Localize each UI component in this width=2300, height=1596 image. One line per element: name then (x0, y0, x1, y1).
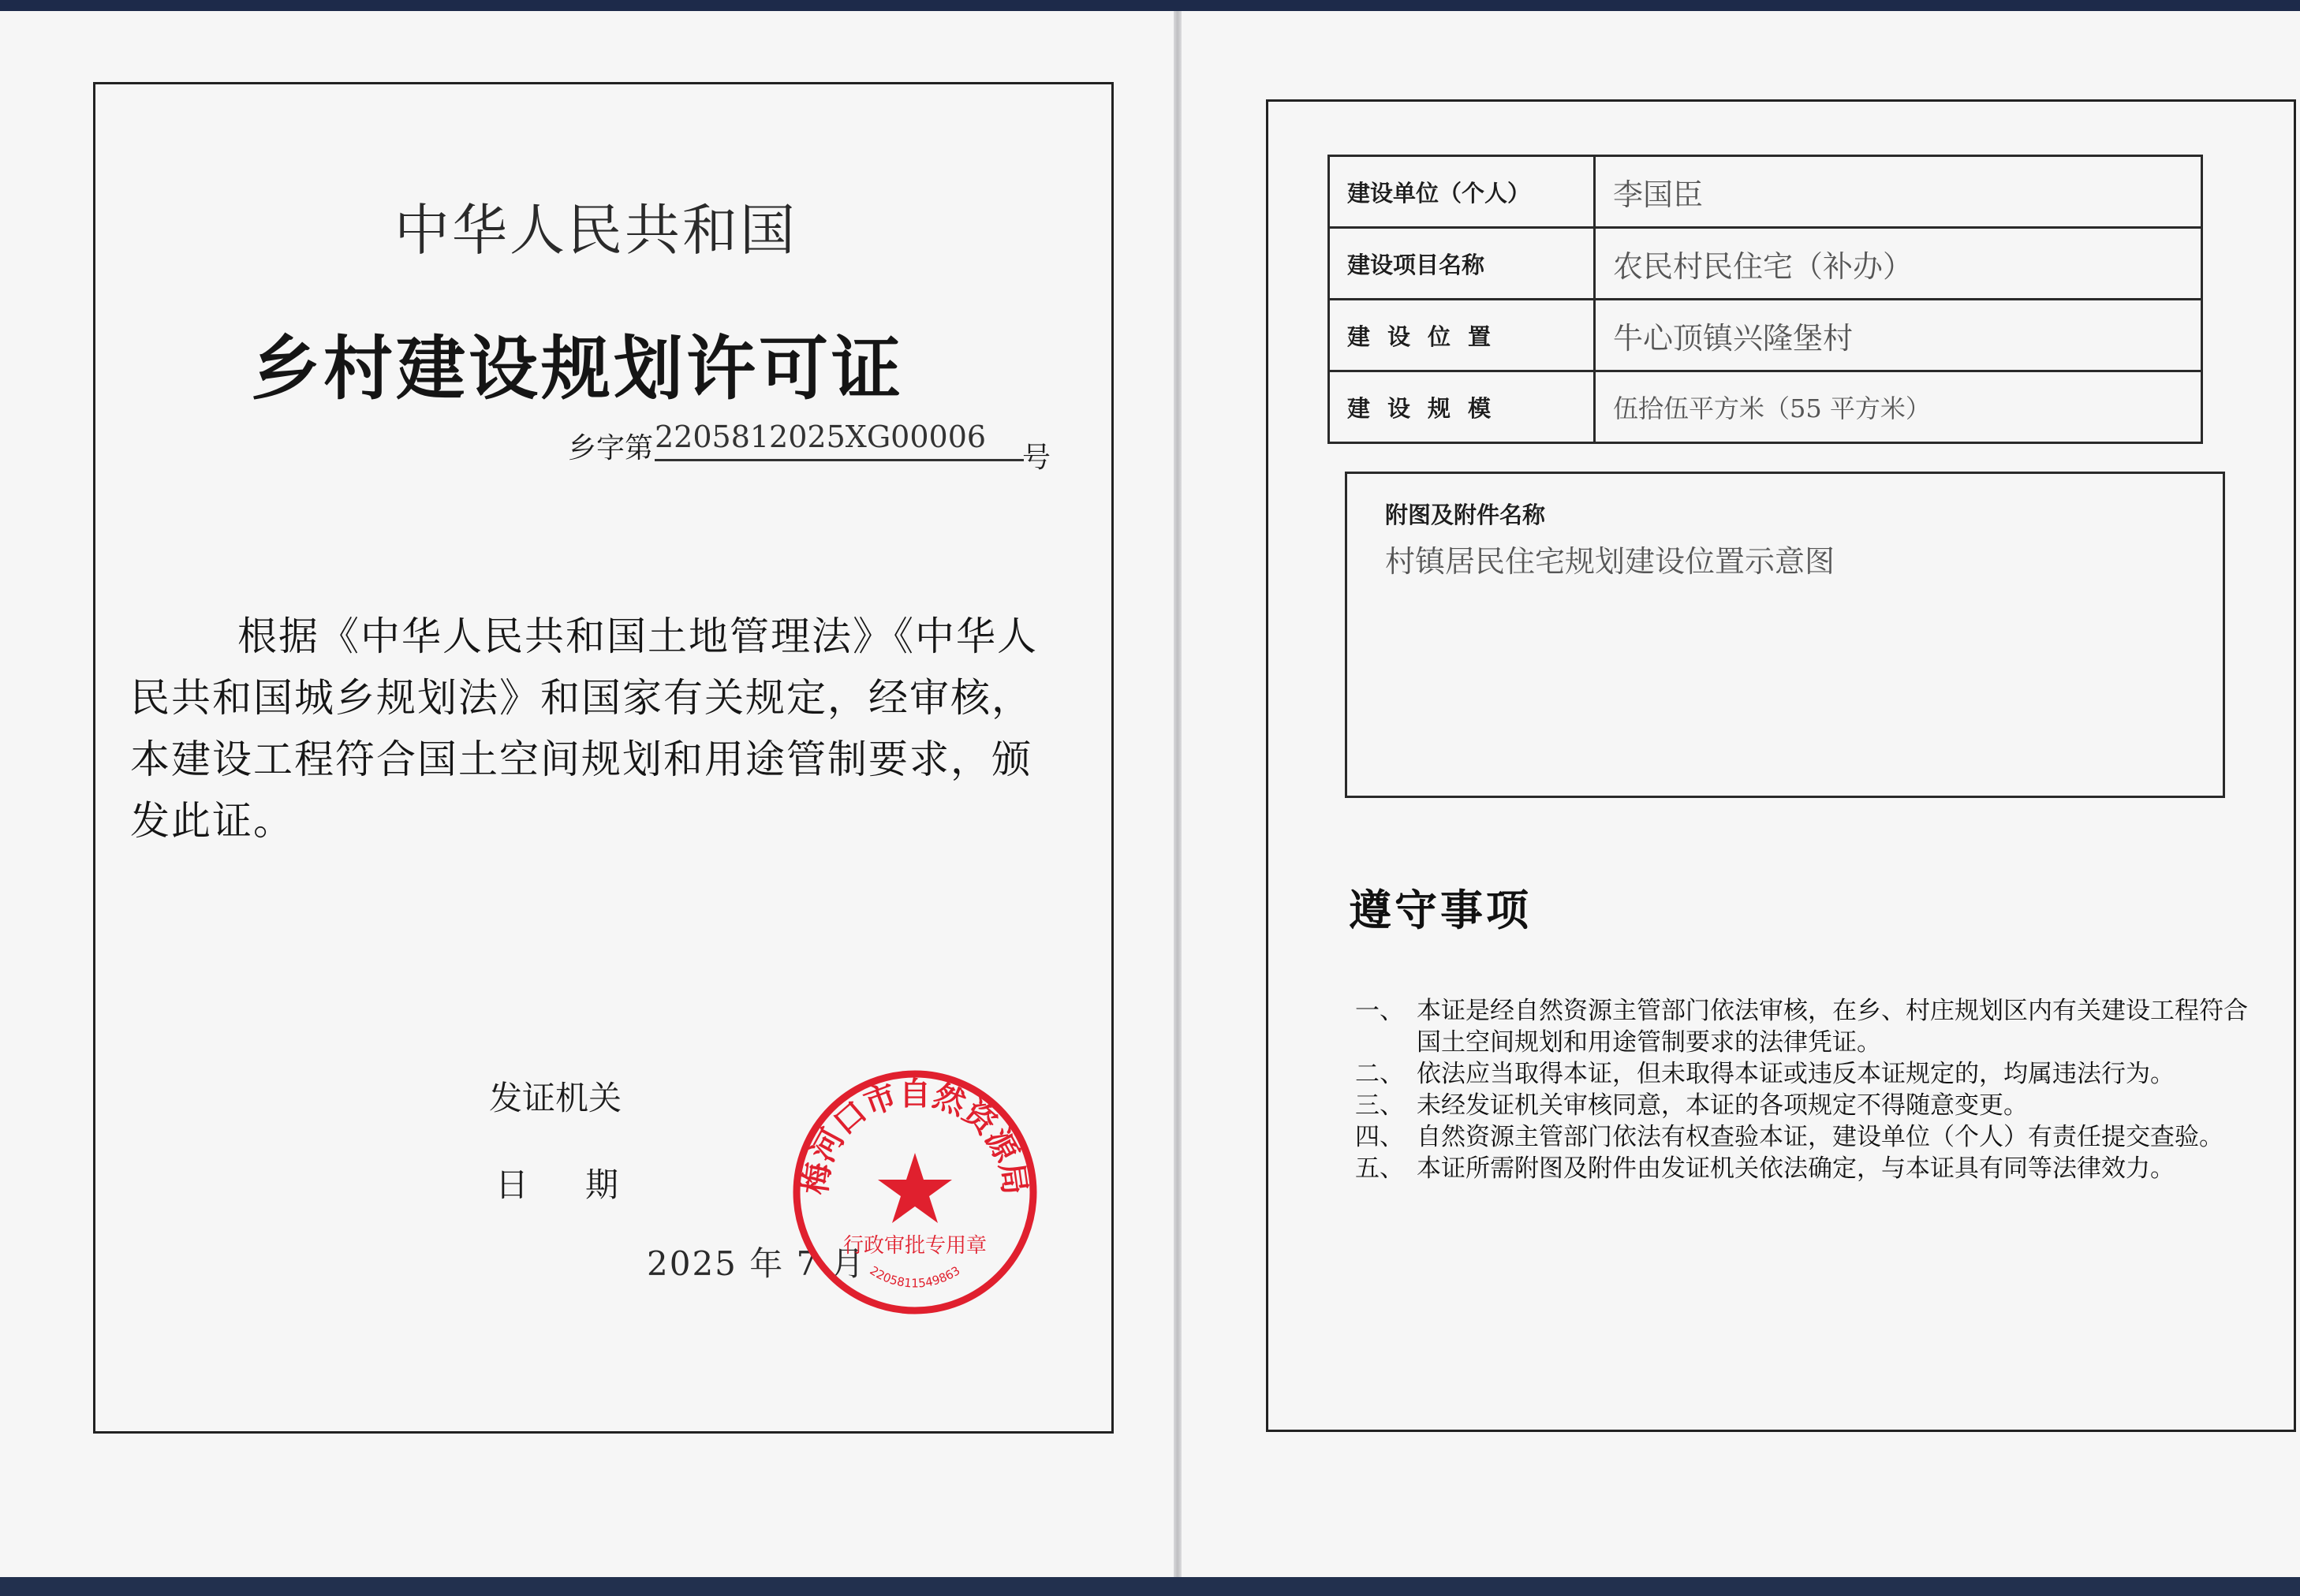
certificate-number: 2205812025XG00006 (655, 420, 1024, 461)
row-label: 建设单位（个人） (1329, 156, 1595, 228)
rule-number: 五、 (1355, 1154, 1404, 1183)
row-label: 建设项目名称 (1329, 228, 1595, 300)
table-row (1329, 300, 2202, 371)
rule-text: 依法应当取得本证，但未取得本证或违反本证规定的，均属违法行为。 (1417, 1060, 2175, 1088)
rule-text: 本证所需附图及附件由发证机关依法确定，与本证具有同等法律效力。 (1417, 1154, 2175, 1183)
list-item (1355, 1153, 2262, 1184)
row-label: 建设规模 (1329, 371, 1595, 443)
rule-number: 一、 (1355, 997, 1404, 1025)
rule-number: 二、 (1355, 1060, 1404, 1088)
official-seal (789, 1066, 1041, 1318)
scale-value: 伍拾伍平方米（55 平方米） (1595, 371, 2202, 443)
rule-number: 四、 (1355, 1123, 1404, 1151)
attachment-box (1345, 472, 2225, 798)
rules-list (1355, 995, 2262, 1184)
row-label: 建设位置 (1329, 300, 1595, 371)
table-row (1329, 371, 2202, 443)
attachment-label: 附图及附件名称 (1385, 502, 1546, 528)
project-name-value: 农民村民住宅（补办） (1595, 228, 2202, 300)
number-prefix: 乡字第 (568, 432, 654, 464)
list-item (1355, 1090, 2262, 1121)
background-strip-bottom (0, 1577, 2300, 1596)
certificate-title: 乡村建设规划许可证 (251, 327, 905, 409)
rule-text: 未经发证机关审核同意，本证的各项规定不得随意变更。 (1417, 1091, 2028, 1120)
star-icon (878, 1153, 952, 1223)
page-fold (1174, 11, 1182, 1577)
table-row (1329, 228, 2202, 300)
seal-outer-text: 梅河口市自然资源局 (797, 1076, 1033, 1197)
date-label: 日期 (495, 1165, 676, 1204)
rules-title: 遵守事项 (1349, 886, 1532, 935)
rule-number: 三、 (1355, 1091, 1404, 1120)
seal-inner-text: 行政审批专用章 (842, 1234, 988, 1258)
location-value: 牛心顶镇兴隆堡村 (1595, 300, 2202, 371)
rule-text: 本证是经自然资源主管部门依法审核，在乡、村庄规划区内有关建设工程符合国土空间规划和用途管制要求的法律凭证。 (1417, 997, 2248, 1057)
details-table (1327, 155, 2203, 444)
attachment-value: 村镇居民住宅规划建设位置示意图 (1385, 544, 1835, 579)
number-suffix: 号 (1022, 442, 1051, 474)
table-row (1329, 156, 2202, 228)
country-name: 中华人民共和国 (394, 198, 797, 263)
list-item (1355, 1058, 2262, 1090)
certificate-body: 根据《中华人民共和国土地管理法》《中华人民共和国城乡规划法》和国家有关规定，经审核，本建设工程符合国土空间规划和用途管制要求，颁发此证。 (130, 613, 1038, 844)
rule-text: 自然资源主管部门依法有权查验本证，建设单位（个人）有责任提交查验。 (1417, 1123, 2223, 1151)
seal-code: 2205811549863 (867, 1263, 963, 1291)
background-strip-top (0, 0, 2300, 11)
issuer-label: 发证机关 (489, 1079, 622, 1117)
builder-value: 李国臣 (1595, 156, 2202, 228)
issue-date: 2025 年 7 月 (647, 1244, 866, 1283)
list-item (1355, 1121, 2262, 1153)
list-item (1355, 995, 2262, 1058)
